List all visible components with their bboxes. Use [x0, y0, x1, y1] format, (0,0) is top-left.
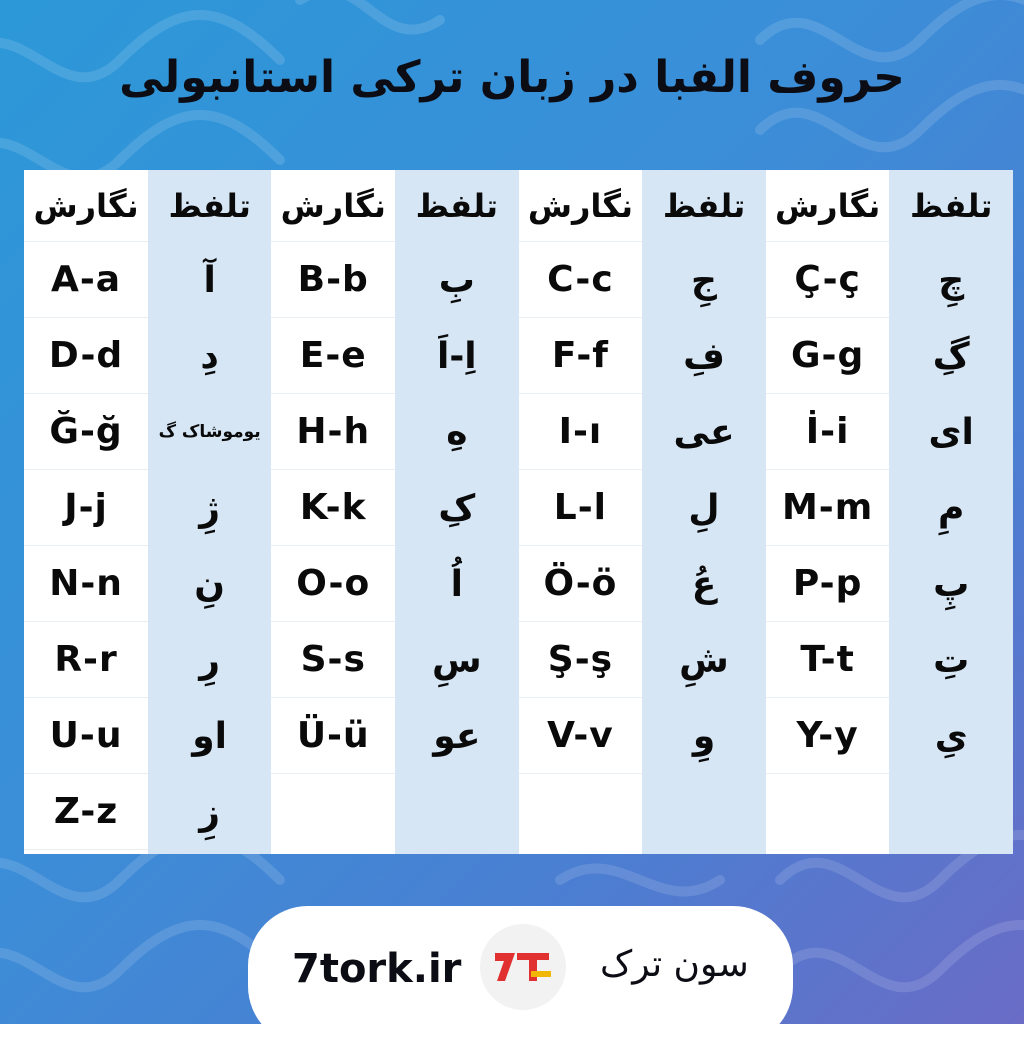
letter-cell: M-m: [766, 470, 890, 546]
letter-cell: A-a: [24, 242, 148, 318]
pronunciation-header: تلفظ: [415, 187, 499, 225]
pronunciation-cell: چِ: [938, 259, 965, 301]
letter-cell: Ş-ş: [519, 622, 643, 698]
letter-cell: H-h: [271, 394, 395, 470]
pronunciation-cell: نِ: [194, 563, 226, 605]
pronunciation-cell: اِ-اَ: [437, 335, 477, 377]
letter-cell: E-e: [271, 318, 395, 394]
pronunciation-column: [148, 170, 272, 854]
writing-header: نگارش: [24, 170, 148, 242]
writing-header: نگارش: [519, 170, 643, 242]
pronunciation-cell: ای: [928, 411, 974, 453]
brand-logo: [480, 924, 566, 1010]
letter-cell: S-s: [271, 622, 395, 698]
letter-cell: T-t: [766, 622, 890, 698]
pronunciation-cell: پِ: [933, 563, 970, 605]
pronunciation-cell: تِ: [933, 639, 970, 681]
pronunciation-cell: گِ: [932, 335, 970, 377]
pronunciation-cell: عُ: [691, 563, 717, 605]
letter-cell: I-ı: [519, 394, 643, 470]
pronunciation-cell: مِ: [938, 487, 965, 529]
pronunciation-cell: عو: [433, 715, 481, 757]
letter-cell: Ğ-ğ: [24, 394, 148, 470]
letter-cell: Ç-ç: [766, 242, 890, 318]
writing-header: نگارش: [271, 170, 395, 242]
pronunciation-header: تلفظ: [910, 187, 993, 225]
writing-header: نگارش: [766, 170, 890, 242]
writing-column: [24, 170, 148, 854]
pronunciation-column: [395, 170, 519, 854]
writing-column: [519, 170, 643, 854]
letter-cell: D-d: [24, 318, 148, 394]
pronunciation-cell: یوموشاک گ: [158, 422, 261, 442]
letter-cell: K-k: [271, 470, 395, 546]
pronunciation-cell: آ: [203, 259, 216, 301]
pronunciation-cell: لِ: [688, 487, 720, 529]
pronunciation-cell: او: [192, 715, 227, 757]
pronunciation-column: [889, 170, 1013, 854]
letter-cell: J-j: [24, 470, 148, 546]
pronunciation-cell: بِ: [438, 259, 475, 301]
letter-cell: F-f: [519, 318, 643, 394]
letter-cell: Ö-ö: [519, 546, 643, 622]
pronunciation-cell: وِ: [692, 715, 716, 757]
letter-cell: İ-i: [766, 394, 890, 470]
pronunciation-cell: دِ: [200, 335, 219, 377]
pronunciation-cell: یِ: [934, 715, 968, 757]
website-link[interactable]: 7tork.ir: [292, 946, 462, 992]
brand-name: سون ترک: [600, 944, 749, 985]
letter-cell: L-l: [519, 470, 643, 546]
letter-cell: G-g: [766, 318, 890, 394]
letter-cell: Z-z: [24, 774, 148, 850]
letter-cell: Y-y: [766, 698, 890, 774]
pronunciation-cell: هِ: [446, 411, 468, 453]
alphabet-table: [24, 170, 1013, 854]
pronunciation-cell: کِ: [438, 487, 476, 529]
letter-cell: Ü-ü: [271, 698, 395, 774]
pronunciation-cell: شِ: [679, 639, 729, 681]
pronunciation-cell: رِ: [199, 639, 221, 681]
letter-cell: V-v: [519, 698, 643, 774]
pronunciation-header: تلفظ: [168, 187, 251, 225]
pronunciation-cell: فِ: [683, 335, 725, 377]
7t-logo-icon: [491, 947, 555, 987]
pronunciation-cell: سِ: [431, 639, 482, 681]
letter-cell: O-o: [271, 546, 395, 622]
pronunciation-cell: عی: [673, 411, 735, 453]
pronunciation-column: [642, 170, 766, 854]
pronunciation-header: تلفظ: [662, 187, 746, 225]
letter-cell: B-b: [271, 242, 395, 318]
letter-cell: R-r: [24, 622, 148, 698]
footer-pill: [248, 906, 793, 1046]
letter-cell: P-p: [766, 546, 890, 622]
writing-column: [271, 170, 395, 854]
pronunciation-cell: جِ: [691, 259, 717, 301]
pronunciation-cell: اُ: [450, 563, 463, 605]
pronunciation-cell: زِ: [199, 791, 221, 833]
page-title: حروف الفبا در زبان ترکی استانبولی: [119, 52, 905, 103]
pronunciation-cell: ژِ: [199, 487, 221, 529]
letter-cell: C-c: [519, 242, 643, 318]
writing-column: [766, 170, 890, 854]
letter-cell: N-n: [24, 546, 148, 622]
letter-cell: U-u: [24, 698, 148, 774]
